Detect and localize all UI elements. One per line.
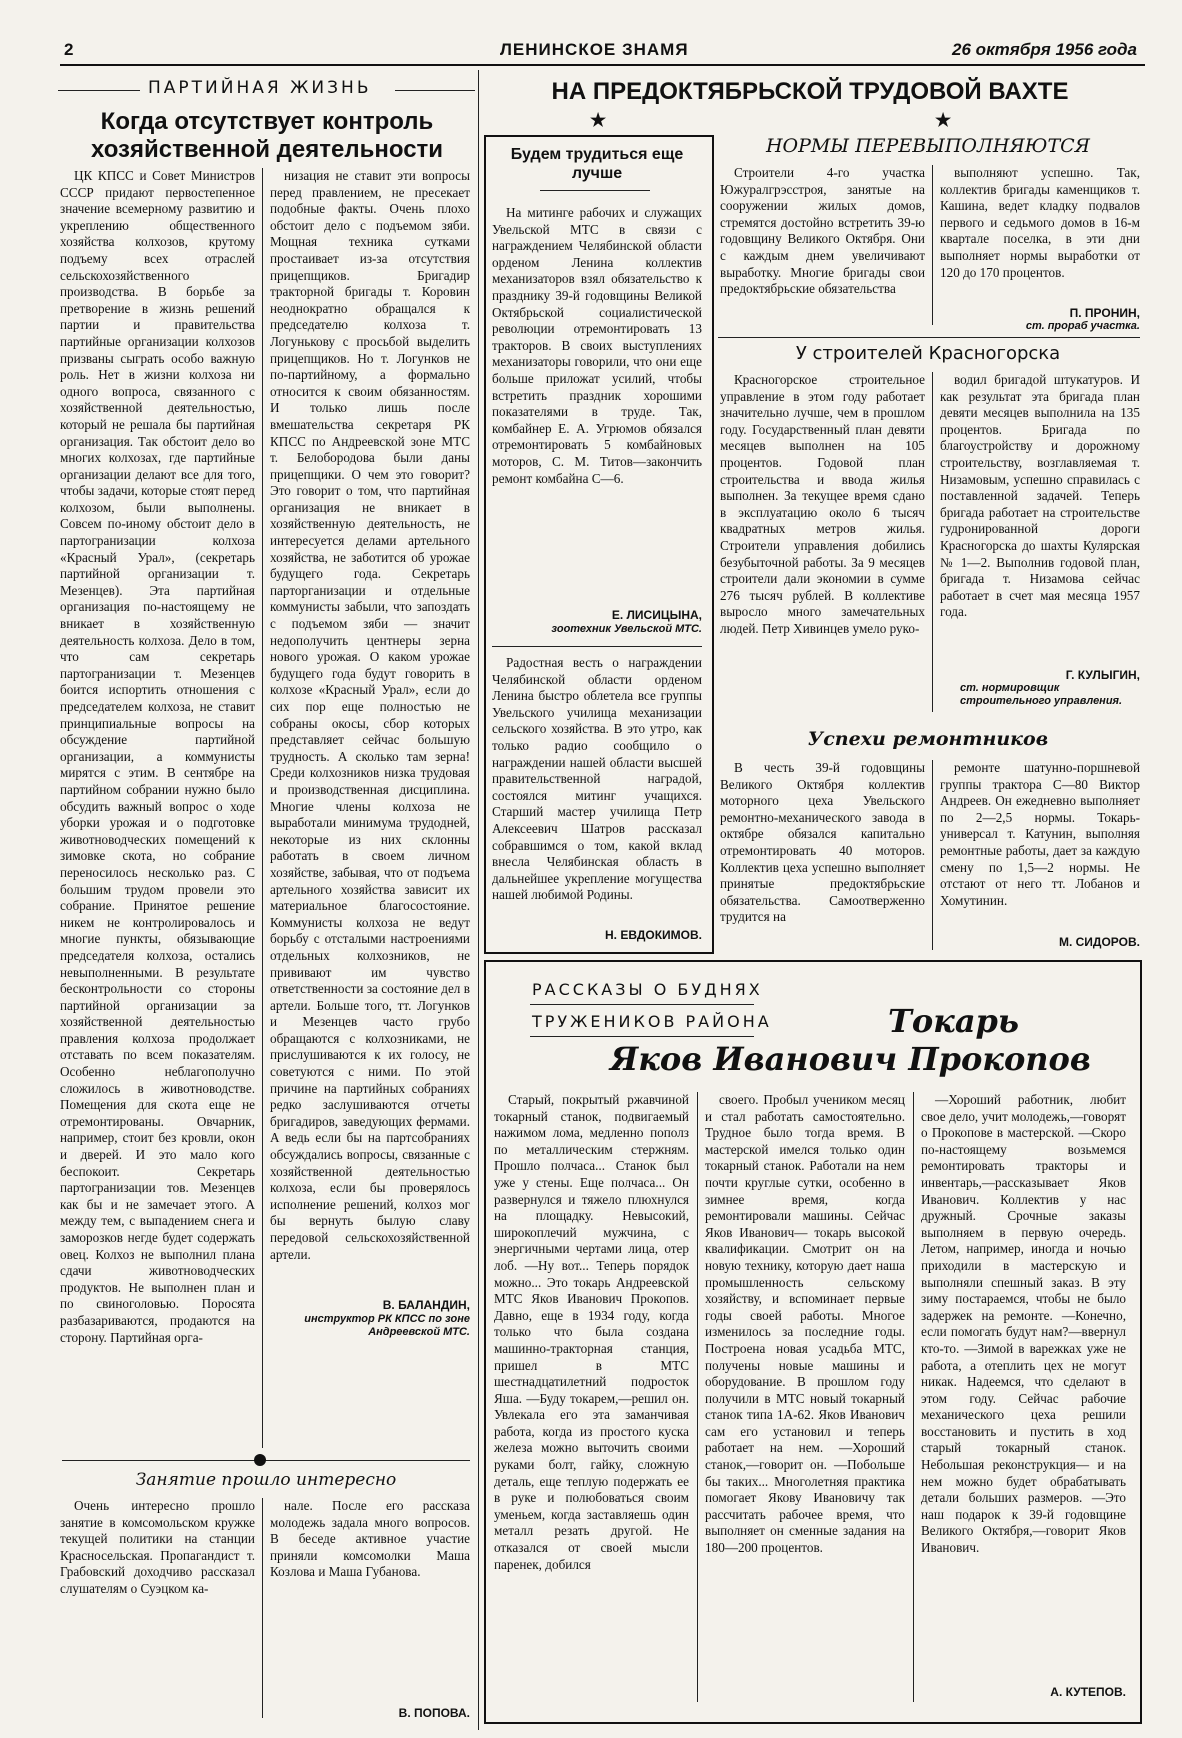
repairmen-column-1: В честь 39-й годовщины Великого Октября коллектив моторного цеха Увельского ремонтно-механического завода в октябре обязался капитально отремонтировать 40 моторов. Коллектив цеха успешно выполняет принятые предоктябрьские обязательства. Самоотверженно трудится на: [720, 760, 925, 925]
krasnogorsk-column-2: водил бригадой штукатуров. И как результат эта бригада план девяти месяцев выполнила на 135 процентов. Бригада по благоустройству и дорожному строительству, возглавляемая т. Низамовым, успешно справилась с поставленной задачей. Теперь бригада работает на строительстве гудронированной дороги Красногорска до шахты Кулярская № 1—2. Выполнив годовой план, бригада т. Низамова сейчас работает в счет мая месяца 1957 года.: [940, 372, 1140, 620]
stories-title-line-2: Яков Иванович Прокопов: [610, 1040, 1091, 1078]
work-better-signature-1-title: зоотехник Увельской МТС.: [551, 623, 702, 635]
stories-rubric-line-1: РАССКАЗЫ О БУДНЯХ: [532, 980, 763, 999]
work-better-part-2: Радостная весть о награждении Челябинской области орденом Ленина быстро облетела все группы Увельского училища механизации сельского хозяйства. В это утро, как только радио сообщило о награждении нашей области высшей правительственной наградой, состоялся митинг учащихся. Старший мастер училища Петр Алексеевич Шатров рассказал собравшимся о том, какой вклад внесла Челябинская область в дальнейшее укрепление могущества нашей любимой Родины.: [492, 655, 702, 903]
repairmen-headline: Успехи ремонтников: [807, 728, 1049, 750]
star-icon: ★: [935, 110, 952, 131]
norms-signature: П. ПРОНИН,: [1069, 306, 1140, 320]
stories-signature: А. КУТЕПОВ.: [1050, 1685, 1126, 1699]
lesson-column-1: Очень интересно прошло занятие в комсомольском кружке текущей политики на станции Красносельская. Пропагандист т. Грабовский доходчиво рассказал слушателям о Суэцком ка-: [60, 1498, 255, 1596]
stories-column-1: Старый, покрытый ржавчиной токарный станок, подвигаемый нажимом лома, медленно пополз по металлическим стержням. Прошло полчаса... Станок был уже у стены. Еще полчаса... Он развернулся и тяжело плюхнулся на площадку. Невысокий, широкоплечий мужчина, с энергичными чертами лица, отер лоб. —Ну вот... Теперь порядок можно... Это токарь Андреевской МТС Яков Иванович Прокопов. Давно, еще в 1934 году, когда только что была создана машинно-тракторная станция, пришел в МТС шестнадцатилетний подросток Яша. —Буду токарем,—решил он. Увлекала его эта заманчивая работа, когда из простого куска железа можно выточить своими руками болт, гайку, сложную деталь, еще теплую подержать ее в руке и полюбоваться своим уменьем, когда заставляешь один металл резать другой. Не отказался от своей мысли паренек, добился: [494, 1092, 689, 1572]
norms-headline: НОРМЫ ПЕРЕВЫПОЛНЯЮТСЯ: [765, 135, 1090, 157]
star-icon: ★: [590, 110, 607, 131]
party-life-signature: В. БАЛАНДИН,: [382, 1298, 470, 1312]
norms-signature-title: ст. прораб участка.: [1025, 320, 1140, 332]
labor-watch-banner: НА ПРЕДОКТЯБРЬСКОЙ ТРУДОВОЙ ВАХТЕ: [551, 78, 1069, 105]
party-life-headline: Когда отсутствует контроль хозяйственной деятельности: [90, 108, 444, 163]
norms-column-1: Строители 4-го участка Южуралгрэсстроя, занятые на сооружении жилых домов, стремятся достойно встретить 39-ю годовщину Великого Октября. Они с каждым днем увеличивают выработку. Многие бригады свои предоктябрьские обязательства: [720, 165, 925, 297]
work-better-signature-1: Е. ЛИСИЦЫНА,: [611, 608, 702, 622]
stories-rubric-line-2: ТРУЖЕНИКОВ РАЙОНА: [532, 1012, 772, 1031]
krasnogorsk-signature: Г. КУЛЫГИН,: [1065, 668, 1140, 682]
stories-column-3: —Хороший работник, любит свое дело, учит молодежь,—говорят о Прокопове в мастерской. —Скоро по-настоящему возьмемся ремонтировать тракторы и инвентарь,—рассказывает Яков Иванович. Коллектив у нас дружный. Срочные заказы выполняем в первую очередь. Летом, например, иногда и ночью приходили в мастерскую и выполняли спешный заказ. В эту зиму постараемся, чтобы не было задержек на ремонте. —Конечно, если помогать будут нам?—ввернул кто-то. —Зимой в варежках уже не работа, а отеплить цех не могут никак. Надеемся, что сделают в этом году. Сейчас рабочие механического цеха решили восстановить и пустить в ход старый токарный станок. Небольшая реконструкция— и на нем можно будет обрабатывать детали больших размеров. —Это наш подарок к 39-й годовщине Великого Октября,—говорит Яков Иванович.: [921, 1092, 1126, 1556]
repairmen-signature: М. СИДОРОВ.: [1058, 935, 1140, 949]
party-life-rubric: ПАРТИЙНАЯ ЖИЗНЬ: [148, 78, 372, 98]
krasnogorsk-column-1: Красногорское строительное управление в этом году работает значительно лучше, чем в прошлом году. Государственный план девяти месяцев выполнен на 105 процентов. Годовой план строительства и ввода жилья выполнен. За текущее время сдано в эксплуатацию около 6 тысяч квадратных метров жилья. Строители управления добились безубыточной работы. За 9 месяцев строители дали экономии в сумме 276 тысяч рублей. В коллективе выросло много замечательных людей. Петр Хивинцев умело руко-: [720, 372, 925, 636]
work-better-part-1: На митинге рабочих и служащих Увельской МТС в связи с награждением Челябинской области орденом Ленина коллектив механизаторов взял обязательство к празднику 39-й годовщины Великой Октябрьской социалистической революции отремонтировать 13 тракторов. В своих выступлениях механизаторы говорили, что они еще больше приложат усилий, чтобы встретить праздник хорошими показателями в труде. Так, комбайнер Е. А. Угрюмов обязался отремонтировать 5 комбайновых моторов, С. М. Титов—закончить ремонт комбайна С—6.: [492, 205, 702, 486]
norms-column-2: выполняют успешно. Так, коллектив бригады каменщиков т. Кашина, ведет кладку подвалов первого и седьмого домов в 16-м квартале поселка, в эти дни выполняет нормы выработки от 120 до 170 процентов.: [940, 165, 1140, 280]
newspaper-title: ЛЕНИНСКОЕ ЗНАМЯ: [500, 40, 689, 59]
lesson-signature: В. ПОПОВА.: [398, 1706, 470, 1720]
party-life-column-1: ЦК КПСС и Совет Министров СССР придают первостепенное значение всемерному развитию и укреплению общественного хозяйства колхозов, крутому подъему всех отраслей сельскохозяйственного производства. В борьбе за претворение в жизнь решений партии и правительства партийные организации колхозов призваны сыграть особо важную роль. Нет в жизни колхоза ни одного вопроса, связанного с хозяйственной деятельностью, который не решала бы партийная организация. Так обстоит дело во многих колхозах, где партийные организации делают все для того, чтобы задачи, которые стоят перед колхозом, были выполнены. Совсем по-иному обстоит дело в партогранизации колхоза «Красный Урал», (секретарь партийной организации т. Мезенцев). Эта партийная организация по-настоящему не вникает в хозяйственную деятельность колхоза. Дело в том, что сам секретарь партогранизации т. Мезенцев боится испортить отношения с председателем колхоза, не ставит принципиальные вопросы на обсуждение партийной организации, а коммунисты мирятся с этим. В сентябре на партийном собрании нужно было обсудить важный вопрос о ходе уборки урожая и о подготовке животноводческих помещений к зимовке скота, но собрание переносилось несколько раз. С большим трудом провели это собрание. Принятое решение никем не контролировалось и многие пункты, обязывающие председателя колхоза, остались невыполненными. В результате бесконтрольности со стороны партийной организации за хозяйственной деятельностью правления колхоза продолжает отставать по всем показателям. Особенно неблагополучно сложилось в животноводстве. Помещения для скота еще не отремонтированы. Овчарник, например, стоит без кровли, окон и дверей. И это мало кого беспокоит. Секретарь партогранизации тов. Мезенцев как бы и не замечает этого. А между тем, с выпадением снега и заморозков негде будет содержать овец. Колхоз не выполнил плана сдачи животноводческих продуктов. Не выполнен план и по свиноголовью. Поросята разбазариваются, продаются на сторону. Партийная орга-: [60, 168, 255, 1345]
lesson-column-2: нале. После его рассказа молодежь задала много вопросов. В беседе активное участие приняли комсомолки Маша Козлова и Маша Губанова.: [270, 1498, 470, 1580]
page-number: 2: [64, 40, 74, 59]
krasnogorsk-signature-title: ст. нормировщик строительного управления.: [960, 682, 1123, 707]
issue-date: 26 октября 1956 года: [952, 40, 1137, 59]
divider-bullet: [254, 1454, 266, 1466]
repairmen-column-2: ремонте шатунно-поршневой группы трактора С—80 Виктор Андреев. Он ежедневно выполняет по 2—2,5 нормы. Токарь-универсал т. Катунин, выполняя ремонтные работы, дает за каждую смену по 1,5—2 нормы. Не отстают от него тт. Лобанов и Хомутинин.: [940, 760, 1140, 908]
stories-title-line-1: Токарь: [888, 1002, 1020, 1040]
party-life-column-2: низация не ставит эти вопросы перед правлением, не пресекает подобные факты. Очень плохо обстоит дело с подъемом зяби. Мощная техника сутками простаивает из-за отсутствия прицепщиков. Бригадир тракторной бригады т. Коровин неоднократно обращался к председателю колхоза т. Логунькову с просьбой выделить прицепщиков. Но т. Логунков не по-партийному, а формально относится к своим обязанностям. И только лишь после вмешательства секретаря РК КПСС по Андреевской зоне МТС т. Белобородова были даны прицепщики. О чем это говорит? Это говорит о том, что партийная организация не вникает в хозяйственную деятельность, не интересуется делами артельного хозяйства, не заботится об урожае будущего года. Секретарь парторганизации и отдельные коммунисты забыли, что запоздать с подъемом зяби — значит недополучить центнеры зерна нового урожая. О каком урожае будущего года будут говорить в колхозе «Красный Урал», если до сих пор еще полностью не собраны окосы, сбор которых представляет сейчас большую трудность. А сколько там зерна! Среди колхозников низка трудовая и производственная дисциплина. Многие члены колхоза не выработали минимума трудодней, некоторые из них склонны работать в своем личном хозяйстве, забывая, что от подъема артельного хозяйства зависит их материальное благосостояние. Коммунисты колхоза не ведут борьбу с отсталыми настроениями отдельных колхозников, не прививают им чувство ответственности за состояние дел в артели. Больше того, тт. Логунков и Мезенцев часто грубо обращаются с колхозниками, не прислушиваются к их голосу, не советуются с ними. По этой причине на партийных собраниях редко заслушиваются отчеты бригадиров, заведующих фермами. А ведь если бы на партсобраниях обсуждались вопросы, связанные с хозяйственной деятельностью колхоза, если бы проверялось исполнение решений, колхоз мог бы вернуть былую славу передовой сельскохозяйственной артели.: [270, 168, 470, 1262]
masthead: [60, 38, 1145, 66]
work-better-headline: Будем трудиться еще лучше: [510, 146, 684, 182]
krasnogorsk-headline: У строителей Красногорска: [795, 343, 1061, 364]
party-life-signature-title: инструктор РК КПСС по зоне Андреевской МТС.: [304, 1313, 470, 1338]
lesson-headline: Занятие прошло интересно: [135, 1470, 397, 1490]
work-better-signature-2: Н. ЕВДОКИМОВ.: [604, 928, 702, 942]
stories-column-2: своего. Пробыл учеником месяц и стал работать самостоятельно. Трудное было тогда время. В мастерской имелся только один токарный станок. Работали на нем почти круглые сутки, особенно в зимнее время, когда ремонтировали машины. Сейчас Яков Иванович— токарь высокой квалификации. Смотрит он на новую технику, которую дает наша промышленность сельскому хозяйству, и вспоминает первые годы своей работы. Многое изменилось за последние годы. Построена новая усадьба МТС, получены новые машины и оборудование. В прошлом году получили в МТС новый токарный станок типа 1А-62. Яков Иванович сам его установил и теперь работает на нем. —Хороший станок,—говорит он. —Побольше бы таких... Многолетняя практика помогает Якову Ивановичу так рассчитать рабочее время, что выполняет он сменные задания на 180—200 процентов.: [705, 1092, 905, 1556]
